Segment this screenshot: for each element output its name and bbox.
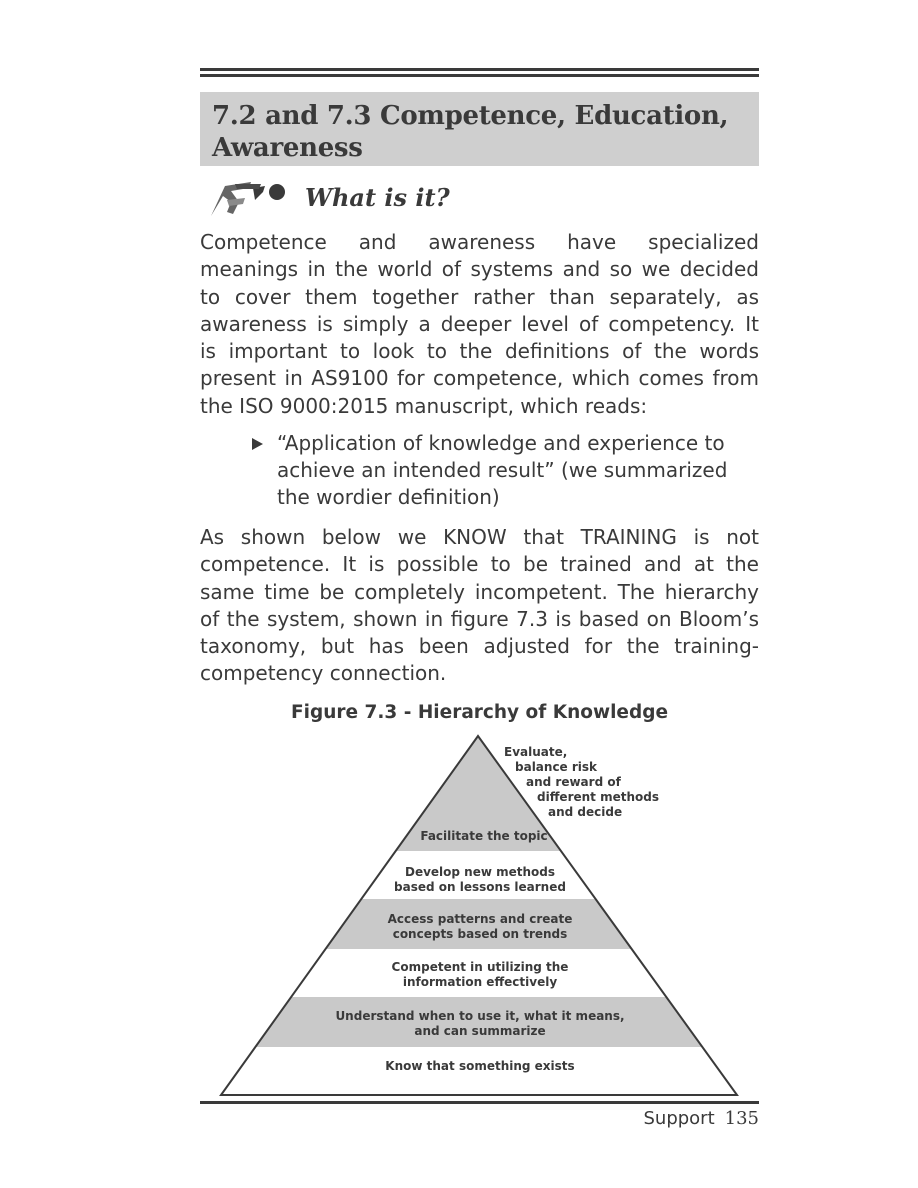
paragraph-2 (200, 524, 759, 688)
level-5-label: Develop new methods (404, 865, 556, 879)
paragraph-line: of the system, shown in figure 7.3 is based on Bloom’s (200, 606, 759, 631)
what-is-it-label: What is it? (305, 183, 450, 212)
paragraph-line: is important to look to the definitions of the words (200, 339, 759, 364)
section-heading-line1: 7.2 and 7.3 Competence, Education, (212, 101, 729, 131)
page-number: 135 (724, 1108, 759, 1129)
top-rule (200, 68, 759, 71)
section-heading-line2: Awareness (212, 133, 363, 163)
apex-note-line: and decide (548, 805, 623, 819)
apex-note-line: different methods (537, 790, 659, 804)
paragraph-line: to cover them together rather than separately, as (200, 284, 759, 309)
paragraph-line: taxonomy, but has been adjusted for the training- (200, 634, 759, 659)
bullet-text (277, 430, 727, 511)
bottom-rule (200, 1101, 759, 1104)
level-2-label: and can summarize (414, 1024, 546, 1038)
level-3-label: information effectively (402, 975, 558, 989)
bullet-line: “Application of knowledge and experience to (277, 431, 725, 455)
page-footer (200, 1108, 759, 1129)
level-3-label: Competent in utilizing the (391, 960, 569, 974)
apex-note-line: balance risk (515, 760, 598, 774)
section-heading (212, 100, 747, 164)
top-rule-second (200, 74, 759, 77)
paragraph-line: the ISO 9000:2015 manuscript, which reads: (200, 393, 648, 418)
knowledge-pyramid (210, 733, 750, 1098)
paragraph-line: present in AS9100 for competence, which comes from (200, 366, 759, 391)
paragraph-line: Competence and awareness have specialized (200, 230, 759, 254)
level-4-label: concepts based on trends (392, 927, 568, 941)
bullet-line: achieve an intended result” (we summarized (277, 458, 728, 482)
paragraph-line: competency connection. (200, 661, 447, 686)
runner-icon (205, 178, 295, 220)
bullet-line: the wordier definition) (277, 485, 500, 509)
paragraph-line: As shown below we KNOW that TRAINING is not (200, 525, 759, 549)
section-heading-box (200, 92, 759, 166)
level-4-label: Access patterns and create (387, 912, 573, 926)
what-is-it-header (205, 178, 605, 220)
level-1-label: Know that something exists (385, 1059, 575, 1073)
paragraph-line: meanings in the world of systems and so we decided (200, 257, 759, 282)
level-6-label: Facilitate the topic (420, 829, 548, 843)
apex-note-line: and reward of (526, 775, 621, 789)
apex-note-line: Evaluate, (504, 745, 568, 759)
level-5-label: based on lessons learned (394, 880, 566, 894)
paragraph-line: competence. It is possible to be trained and at the (200, 552, 759, 577)
paragraph-line: same time be completely incompetent. The hierarchy (200, 579, 759, 604)
paragraph-line: awareness is simply a deeper level of competency. It (200, 311, 759, 336)
footer-section: Support (643, 1108, 715, 1129)
figure-title: Figure 7.3 - Hierarchy of Knowledge (290, 702, 668, 723)
definition-bullet (252, 430, 752, 520)
bullet-arrow-icon (252, 438, 263, 450)
paragraph-1 (200, 229, 759, 420)
level-2-label: Understand when to use it, what it means, (335, 1009, 625, 1023)
